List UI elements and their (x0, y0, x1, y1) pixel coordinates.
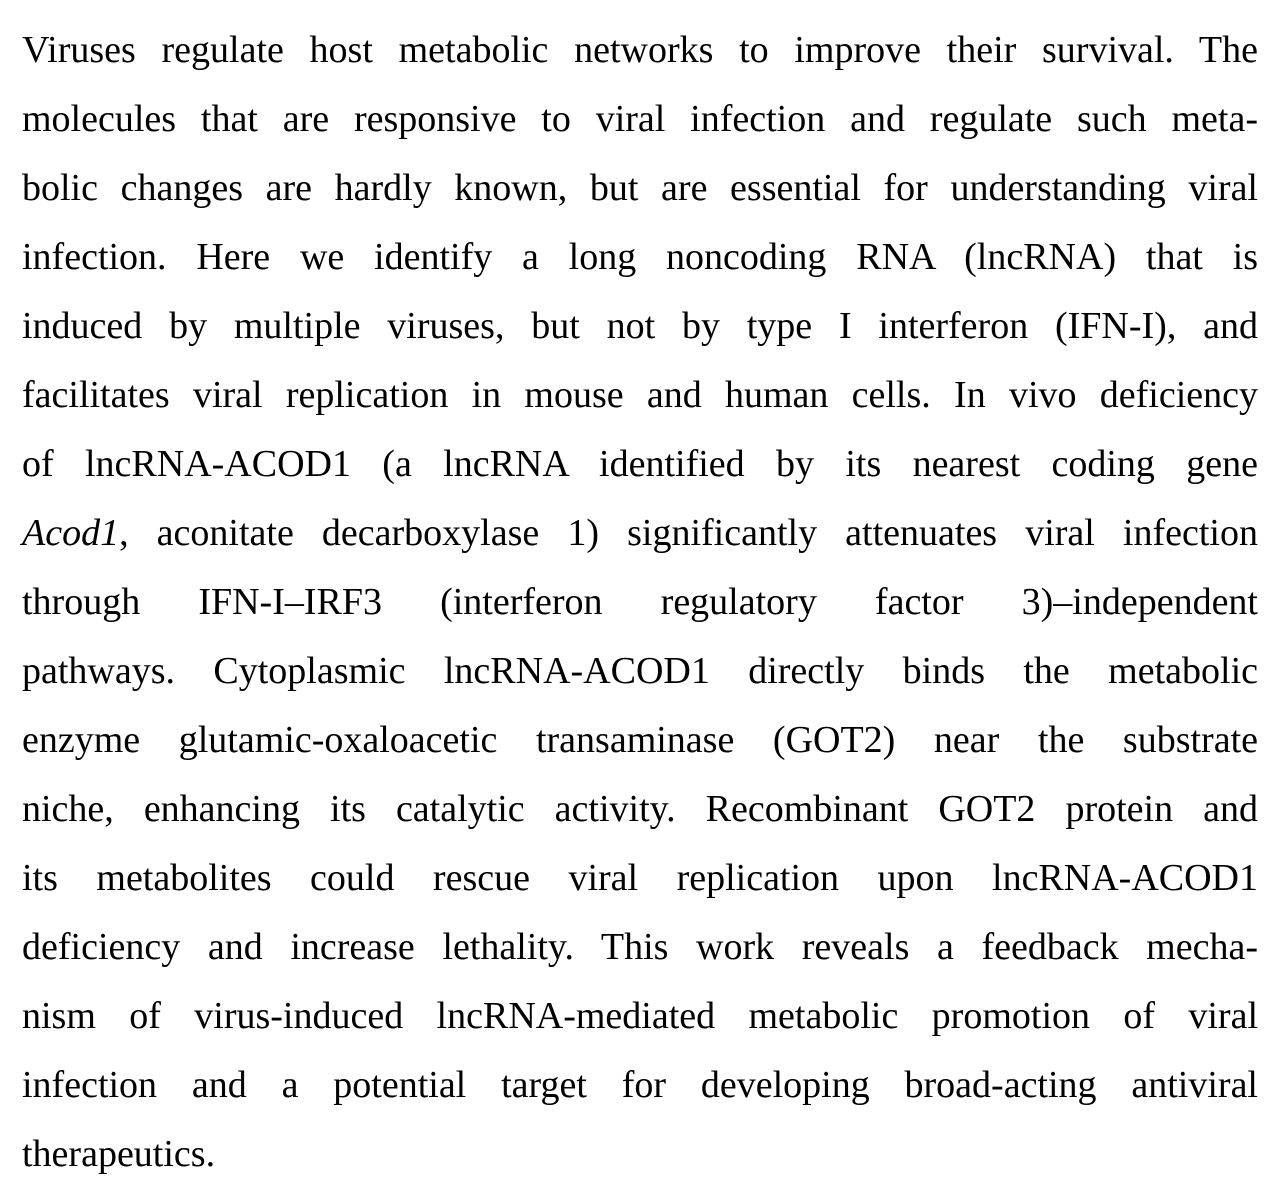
abstract-line-16: infection and a potential target for developing broad-acting antiviral (22, 1064, 1258, 1106)
abstract-line-5: induced by multiple viruses, but not by type I interferon (IFN-I), and (22, 305, 1258, 347)
gene-name-italic: Acod1 (22, 512, 120, 554)
abstract-line-3: bolic changes are hardly known, but are essential for understanding viral (22, 167, 1258, 209)
abstract-line-8 (22, 499, 1258, 568)
abstract-line-7: of lncRNA-ACOD1 (a lncRNA identified by its nearest coding gene (22, 443, 1258, 485)
abstract-line-12: niche, enhancing its catalytic activity. Recombinant GOT2 protein and (22, 788, 1258, 830)
abstract-line-6: facilitates viral replication in mouse and human cells. In vivo deficiency (22, 374, 1258, 416)
abstract-line-17: therapeutics. (22, 1133, 216, 1175)
abstract-line-2: molecules that are responsive to viral infection and regulate such meta- (22, 98, 1258, 140)
abstract-line-4: infection. Here we identify a long noncoding RNA (lncRNA) that is (22, 236, 1258, 278)
abstract-line-8-rest: , aconitate decarboxylase 1) significantly attenuates viral infection (119, 512, 1258, 554)
abstract-line-1: Viruses regulate host metabolic networks to improve their survival. The (22, 29, 1258, 71)
abstract-line-14: deficiency and increase lethality. This work reveals a feedback mecha- (22, 926, 1258, 968)
abstract-line-10: pathways. Cytoplasmic lncRNA-ACOD1 directly binds the metabolic (22, 650, 1258, 692)
abstract-line-13: its metabolites could rescue viral replication upon lncRNA-ACOD1 (22, 857, 1258, 899)
abstract-line-9: through IFN-I–IRF3 (interferon regulatory factor 3)–independent (22, 581, 1258, 623)
abstract-line-15: nism of virus-induced lncRNA-mediated metabolic promotion of viral (22, 995, 1258, 1037)
abstract-paragraph (22, 16, 1258, 1189)
abstract-line-11: enzyme glutamic-oxaloacetic transaminase (GOT2) near the substrate (22, 719, 1258, 761)
